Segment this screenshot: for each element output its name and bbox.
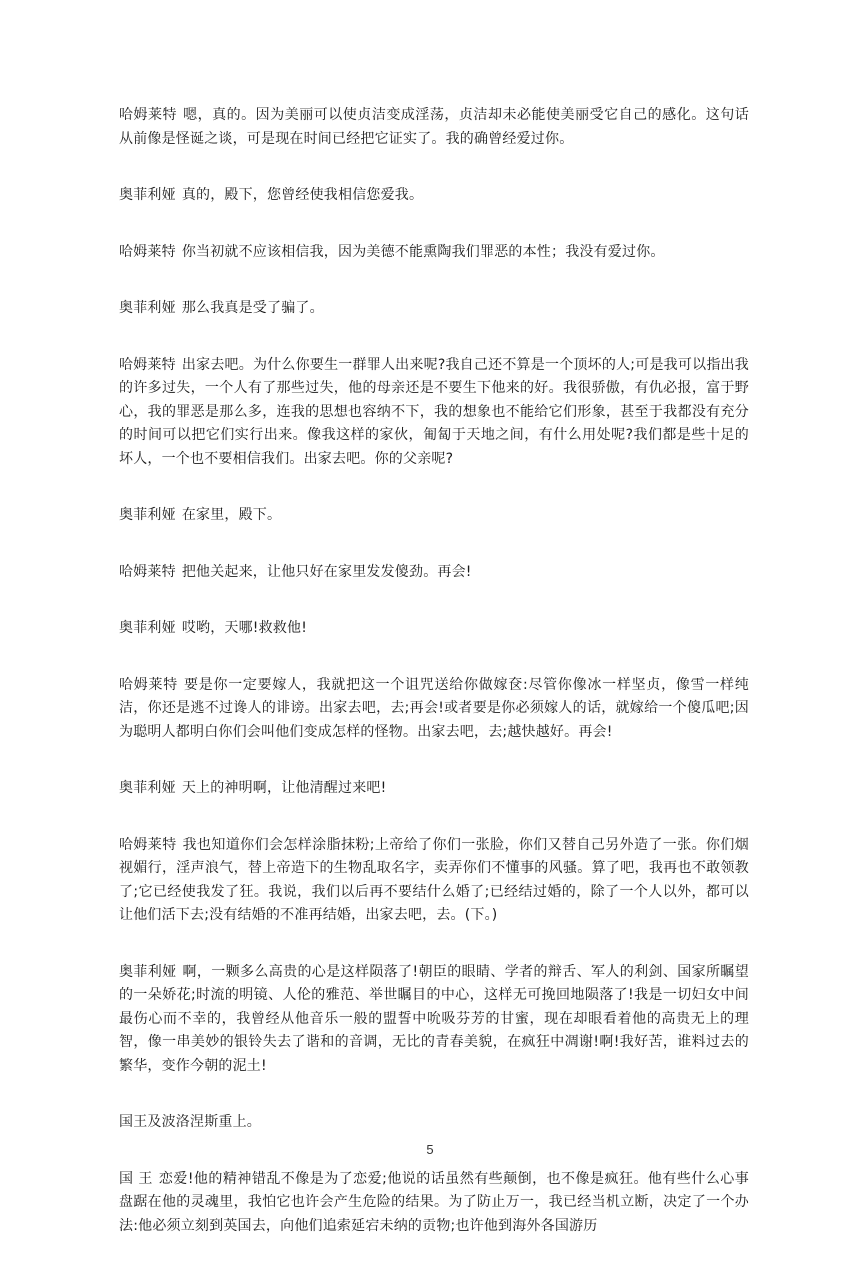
dialogue-text: 恋爱!他的精神错乱不像是为了恋爱;他说的话虽然有些颠倒，也不像是疯狂。他有些什么心事盘踞在他的灵魂里，我怕它也许会产生危险的结果。为了防止万一，我已经当机立断，决定了一个办法:他必须立刻到英国去，向他们追索延宕未纳的贡物;也许他到海外各国游历	[119, 1170, 749, 1234]
dialogue-text: 把他关起来，让他只好在家里发发傻劲。再会!	[181, 563, 472, 580]
stage-direction	[119, 1111, 749, 1135]
dialogue-paragraph	[119, 104, 749, 151]
dialogue-text: 真的，殿下，您曾经使我相信您爱我。	[181, 187, 424, 203]
dialogue-paragraph	[119, 617, 749, 641]
dialogue-paragraph	[119, 777, 749, 801]
dialogue-text: 出家去吧。为什么你要生一群罪人出来呢?我自己还不算是一个顶坏的人;可是我可以指出我的许多过失，一个人有了那些过失，他的母亲还是不要生下他来的好。我很骄傲，有仇必报，富于野心，我的罪恶是那么多，连我的思想也容纳不下，我的想象也不能给它们形象，甚至于我都没有充分的时间可以把它们实行出来。像我这样的家伙，匍匐于天地之间，有什么用处呢?我们都是些十足的坏人，一个也不要相信我们。出家去吧。你的父亲呢?	[119, 356, 749, 467]
speaker-name: 哈姆莱特	[119, 356, 176, 373]
dialogue-text: 嗯，真的。因为美丽可以使贞洁变成淫荡，贞洁却未必能使美丽受它自己的感化。这句话从前像是怪诞之谈，可是现在时间已经把它证实了。我的确曾经爱过你。	[119, 107, 749, 147]
speaker-name: 奥菲利娅	[119, 780, 176, 796]
speaker-name: 哈姆莱特	[119, 563, 176, 580]
dialogue-paragraph	[119, 241, 749, 265]
dialogue-text: 哎哟，天哪!救救他!	[181, 620, 308, 636]
speaker-name: 奥菲利娅	[119, 963, 177, 980]
dialogue-text: 啊，一颗多么高贵的心是这样陨落了!朝臣的眼睛、学者的辩舌、军人的利剑、国家所瞩望的一朵娇花;时流的明镜、人伦的雅范、举世瞩目的中心，这样无可挽回地陨落了!我是一切妇女中间最伤心而不幸的，我曾经从他音乐一般的盟誓中吮吸芬芳的甘蜜，现在却眼看着他的高贵无上的理智，像一串美妙的银铃失去了谐和的音调，无比的青春美貌，在疯狂中凋谢!啊!我好苦，谁料过去的繁华，变作今朝的泥土!	[119, 963, 749, 1074]
dialogue-paragraph	[119, 961, 749, 1079]
speaker-name: 奥菲利娅	[119, 187, 176, 203]
speaker-name: 国 王	[119, 1170, 153, 1187]
speaker-name: 哈姆莱特	[119, 243, 176, 260]
dialogue-paragraph	[119, 504, 749, 528]
dialogue-paragraph	[119, 354, 749, 472]
stage-direction-text: 国王及波洛涅斯重上。	[119, 1114, 261, 1130]
dialogue-paragraph	[119, 561, 749, 585]
document-body	[119, 104, 749, 1271]
dialogue-paragraph	[119, 184, 749, 208]
dialogue-paragraph	[119, 674, 749, 745]
speaker-name: 奥菲利娅	[119, 620, 176, 636]
speaker-name: 哈姆莱特	[119, 107, 178, 123]
dialogue-text: 那么我真是受了骗了。	[181, 300, 324, 316]
dialogue-text: 我也知道你们会怎样涂脂抹粉;上帝给了你们一张脸，你们又替自己另外造了一张。你们烟视媚行，淫声浪气，替上帝造下的生物乱取名字，卖弄你们不懂事的风骚。算了吧，我再也不敢领教了;它已经使我发了狂。我说，我们以后再不要结什么婚了;已经结过婚的，除了一个人以外，都可以让他们活下去;没有结婚的不准再结婚，出家去吧，去。(下。)	[119, 836, 749, 923]
dialogue-paragraph	[119, 1168, 749, 1239]
dialogue-text: 你当初就不应该相信我，因为美德不能熏陶我们罪恶的本性；我没有爱过你。	[181, 243, 665, 260]
speaker-name: 奥菲利娅	[119, 300, 176, 316]
dialogue-text: 要是你一定要嫁人，我就把这一个诅咒送给你做嫁奁:尽管你像冰一样坚贞，像雪一样纯洁，你还是逃不过谗人的诽谤。出家去吧，去;再会!或者要是你必须嫁人的话，就嫁给一个傻瓜吧;因为聪明人都明白你们会叫他们变成怎样的怪物。出家去吧，去;越快越好。再会!	[119, 676, 749, 740]
dialogue-paragraph	[119, 297, 749, 321]
speaker-name: 奥菲利娅	[119, 507, 176, 523]
dialogue-text: 天上的神明啊，让他清醒过来吧!	[181, 780, 387, 796]
speaker-name: 哈姆莱特	[119, 676, 178, 693]
page-number: 5	[426, 1142, 434, 1157]
speaker-name: 哈姆莱特	[119, 836, 177, 853]
dialogue-paragraph	[119, 834, 749, 928]
dialogue-text: 在家里，殿下。	[181, 507, 282, 523]
